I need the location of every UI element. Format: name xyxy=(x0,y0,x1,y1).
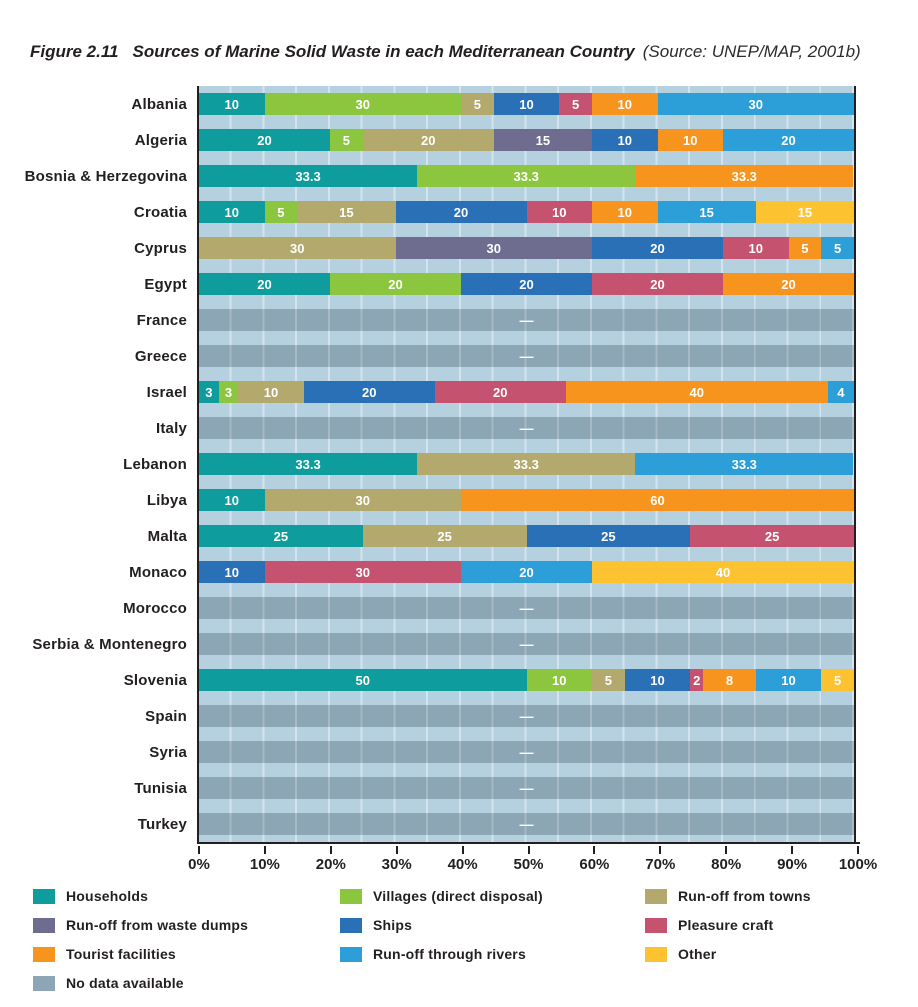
country-label: Italy xyxy=(155,419,187,437)
country-label: Monaco xyxy=(129,563,187,581)
segment-value: 8 xyxy=(725,672,734,688)
ships-segment xyxy=(461,273,592,295)
axis-tick-label: 0% xyxy=(188,856,210,873)
stacked-bar xyxy=(199,165,854,187)
axis-tick xyxy=(330,846,332,854)
rivers-swatch xyxy=(340,947,362,962)
ships-swatch xyxy=(340,918,362,933)
axis-tick-label: 100% xyxy=(838,856,878,873)
bar-track xyxy=(197,374,856,410)
segment-value: 20 xyxy=(362,384,377,400)
axis-tick xyxy=(264,846,266,854)
stacked-bar xyxy=(199,381,854,403)
bar-track xyxy=(197,482,856,518)
dumps-swatch xyxy=(33,918,55,933)
country-row xyxy=(0,446,918,482)
towns-segment xyxy=(417,453,635,475)
pleasure-segment xyxy=(527,201,593,223)
bar-track xyxy=(197,338,856,374)
segment-value: 20 xyxy=(650,276,665,292)
nodata-swatch xyxy=(33,976,55,991)
segment-value: 10 xyxy=(650,672,665,688)
bar-track xyxy=(197,446,856,482)
other-segment xyxy=(592,561,854,583)
country-label: France xyxy=(136,311,187,329)
axis-tick-label: 50% xyxy=(513,856,544,873)
segment-value: 10 xyxy=(519,96,534,112)
other-swatch xyxy=(645,947,667,962)
segment-value: 10 xyxy=(224,492,239,508)
households-segment xyxy=(199,201,265,223)
pleasure-segment xyxy=(690,669,703,691)
bar-track xyxy=(197,158,856,194)
country-row xyxy=(0,626,918,662)
legend-item xyxy=(340,917,645,933)
bar-track xyxy=(197,770,856,806)
dumps-segment xyxy=(494,129,592,151)
tourist-segment xyxy=(461,489,854,511)
bar-track xyxy=(197,194,856,230)
villages-swatch xyxy=(340,889,362,904)
segment-value: 5 xyxy=(801,240,809,256)
axis-tick xyxy=(528,846,530,854)
segment-value: 30 xyxy=(486,240,501,256)
country-label: Turkey xyxy=(137,815,187,833)
rivers-segment xyxy=(461,561,592,583)
tourist-segment xyxy=(723,273,854,295)
legend-item xyxy=(645,888,918,904)
segment-value: 30 xyxy=(355,564,370,580)
segment-value: 40 xyxy=(715,564,731,580)
no-data-bar xyxy=(199,741,854,763)
country-row xyxy=(0,734,918,770)
segment-value: 15 xyxy=(339,204,354,220)
stacked-bar xyxy=(199,273,854,295)
country-label: Morocco xyxy=(123,599,187,617)
rivers-segment xyxy=(828,381,854,403)
towns-segment xyxy=(592,669,625,691)
segment-value: 20 xyxy=(781,132,796,148)
segment-value: 3 xyxy=(224,384,233,400)
towns-segment xyxy=(461,93,494,115)
towns-segment xyxy=(199,237,396,259)
axis-tick xyxy=(857,846,859,854)
villages-segment xyxy=(219,381,239,403)
stacked-bar xyxy=(199,669,854,691)
segment-value: 10 xyxy=(781,672,796,688)
segment-value: 10 xyxy=(224,204,239,220)
ships-segment xyxy=(592,129,658,151)
country-row xyxy=(0,662,918,698)
households-segment xyxy=(199,669,527,691)
country-label: Malta xyxy=(147,527,187,545)
pleasure-segment xyxy=(723,237,789,259)
rivers-segment xyxy=(821,237,854,259)
stacked-bar xyxy=(199,129,854,151)
country-label: Spain xyxy=(145,707,187,725)
households-segment xyxy=(199,525,363,547)
legend-item xyxy=(645,917,918,933)
bar-track xyxy=(197,554,856,590)
segment-value: 10 xyxy=(224,96,239,112)
axis-tick xyxy=(593,846,595,854)
dumps-segment xyxy=(396,237,593,259)
no-data-marker: — xyxy=(519,348,534,364)
towns-segment xyxy=(363,525,527,547)
axis-tick xyxy=(462,846,464,854)
bar-track xyxy=(197,698,856,734)
country-row xyxy=(0,806,918,842)
villages-segment xyxy=(330,273,461,295)
other-segment xyxy=(756,201,854,223)
bar-track xyxy=(197,230,856,266)
axis-tick-label: 70% xyxy=(645,856,676,873)
stacked-bar xyxy=(199,525,854,547)
country-label: Bosnia & Herzegovina xyxy=(24,167,187,185)
country-row xyxy=(0,158,918,194)
rivers-segment xyxy=(635,453,853,475)
segment-value: 50 xyxy=(355,672,370,688)
legend-label: Run-off from waste dumps xyxy=(66,917,249,933)
legend xyxy=(33,888,918,991)
ships-segment xyxy=(494,93,560,115)
segment-value: 10 xyxy=(617,132,632,148)
segment-value: 2 xyxy=(693,672,701,688)
segment-value: 33.3 xyxy=(295,456,321,472)
legend-label: No data available xyxy=(66,975,184,991)
legend-item xyxy=(645,946,918,962)
rivers-segment xyxy=(756,669,822,691)
segment-value: 5 xyxy=(834,240,842,256)
segment-value: 10 xyxy=(748,240,763,256)
bar-track xyxy=(197,590,856,626)
bar-track xyxy=(197,410,856,446)
tourist-segment xyxy=(566,381,828,403)
legend-label: Run-off from towns xyxy=(678,888,811,904)
country-row xyxy=(0,230,918,266)
country-row xyxy=(0,590,918,626)
legend-item xyxy=(33,975,340,991)
no-data-bar xyxy=(199,777,854,799)
country-label: Algeria xyxy=(134,131,187,149)
axis-tick xyxy=(725,846,727,854)
legend-item xyxy=(33,946,340,962)
bar-track xyxy=(197,302,856,338)
segment-value: 5 xyxy=(604,672,612,688)
axis-tick xyxy=(198,846,200,854)
axis-tick xyxy=(791,846,793,854)
segment-value: 10 xyxy=(683,132,698,148)
bar-track xyxy=(197,518,856,554)
segment-value: 40 xyxy=(689,384,705,400)
segment-value: 33.3 xyxy=(295,168,321,184)
no-data-marker: — xyxy=(519,420,534,436)
figure-source: (Source: UNEP/MAP, 2001b) xyxy=(642,42,861,61)
no-data-bar xyxy=(199,813,854,835)
rivers-segment xyxy=(658,93,855,115)
households-segment xyxy=(199,93,265,115)
tourist-segment xyxy=(592,93,658,115)
segment-value: 20 xyxy=(519,276,534,292)
segment-value: 20 xyxy=(388,276,403,292)
country-row xyxy=(0,554,918,590)
no-data-bar xyxy=(199,417,854,439)
stacked-bar xyxy=(199,237,854,259)
rivers-segment xyxy=(658,201,756,223)
segment-value: 20 xyxy=(650,240,665,256)
country-label: Lebanon xyxy=(123,455,187,473)
segment-value: 30 xyxy=(355,492,370,508)
stacked-bar xyxy=(199,561,854,583)
segment-value: 60 xyxy=(650,492,665,508)
stacked-bar xyxy=(199,453,854,475)
legend-label: Pleasure craft xyxy=(678,917,774,933)
legend-label: Ships xyxy=(373,917,413,933)
towns-segment xyxy=(238,381,304,403)
axis-tick-label: 90% xyxy=(777,856,808,873)
country-row xyxy=(0,482,918,518)
segment-value: 5 xyxy=(833,672,842,688)
towns-segment xyxy=(363,129,494,151)
stacked-bar xyxy=(199,93,854,115)
legend-item xyxy=(33,917,340,933)
segment-value: 5 xyxy=(277,204,285,220)
households-segment xyxy=(199,489,265,511)
legend-label: Other xyxy=(678,946,717,962)
country-label: Tunisia xyxy=(134,779,187,797)
country-label: Egypt xyxy=(144,275,187,293)
ships-segment xyxy=(527,525,691,547)
segment-value: 20 xyxy=(453,204,469,220)
axis-tick-label: 80% xyxy=(711,856,742,873)
ships-segment xyxy=(592,237,723,259)
segment-value: 30 xyxy=(355,96,370,112)
figure-title xyxy=(30,42,890,62)
legend-item xyxy=(340,888,645,904)
no-data-marker: — xyxy=(519,312,534,328)
segment-value: 25 xyxy=(764,528,780,544)
country-row xyxy=(0,122,918,158)
segment-value: 10 xyxy=(552,672,567,688)
no-data-marker: — xyxy=(519,744,534,760)
ships-segment xyxy=(304,381,435,403)
no-data-marker: — xyxy=(519,780,534,796)
tourist-segment xyxy=(592,201,658,223)
country-row xyxy=(0,698,918,734)
no-data-bar xyxy=(199,597,854,619)
segment-value: 10 xyxy=(224,564,239,580)
axis-tick xyxy=(659,846,661,854)
stacked-bar-chart xyxy=(0,86,918,878)
x-axis xyxy=(188,844,878,878)
segment-value: 5 xyxy=(473,96,481,112)
tourist-segment xyxy=(789,237,822,259)
towns-segment xyxy=(265,489,462,511)
segment-value: 33.3 xyxy=(731,168,757,184)
country-row xyxy=(0,410,918,446)
pleasure-swatch xyxy=(645,918,667,933)
country-label: Greece xyxy=(134,347,187,365)
segment-value: 3 xyxy=(205,384,213,400)
country-label: Albania xyxy=(131,95,187,113)
axis-tick-label: 40% xyxy=(447,856,478,873)
country-label: Libya xyxy=(146,491,187,509)
segment-value: 33.3 xyxy=(513,456,539,472)
segment-value: 15 xyxy=(699,204,714,220)
pleasure-segment xyxy=(559,93,592,115)
no-data-marker: — xyxy=(519,816,534,832)
country-label: Croatia xyxy=(133,203,187,221)
bar-track xyxy=(197,626,856,662)
segment-value: 20 xyxy=(257,132,272,148)
segment-value: 33.3 xyxy=(513,168,539,184)
pleasure-segment xyxy=(592,273,723,295)
country-row xyxy=(0,770,918,806)
stacked-bar xyxy=(199,201,854,223)
no-data-marker: — xyxy=(519,636,534,652)
tourist-segment xyxy=(703,669,755,691)
country-label: Slovenia xyxy=(123,671,187,689)
bar-track xyxy=(197,122,856,158)
country-row xyxy=(0,194,918,230)
villages-segment xyxy=(265,93,462,115)
segment-value: 20 xyxy=(519,564,534,580)
households-segment xyxy=(199,453,417,475)
pleasure-segment xyxy=(690,525,854,547)
country-row xyxy=(0,302,918,338)
segment-value: 25 xyxy=(437,528,452,544)
axis-tick-label: 10% xyxy=(249,856,280,873)
legend-label: Villages (direct disposal) xyxy=(373,888,543,904)
segment-value: 30 xyxy=(748,96,763,112)
households-segment xyxy=(199,273,330,295)
segment-value: 25 xyxy=(601,528,616,544)
segment-value: 10 xyxy=(617,204,632,220)
no-data-bar xyxy=(199,345,854,367)
figure-number: Figure 2.11 xyxy=(30,42,119,61)
tourist-swatch xyxy=(33,947,55,962)
country-row xyxy=(0,266,918,302)
bar-track xyxy=(197,806,856,842)
households-swatch xyxy=(33,889,55,904)
bar-track xyxy=(197,662,856,698)
segment-value: 5 xyxy=(342,132,350,148)
legend-item xyxy=(33,888,340,904)
rivers-segment xyxy=(723,129,854,151)
pleasure-segment xyxy=(435,381,566,403)
country-row xyxy=(0,338,918,374)
pleasure-segment xyxy=(265,561,462,583)
segment-value: 25 xyxy=(273,528,289,544)
no-data-bar xyxy=(199,309,854,331)
axis-tick-label: 30% xyxy=(381,856,412,873)
country-label: Cyprus xyxy=(134,239,187,257)
segment-value: 20 xyxy=(781,276,796,292)
no-data-marker: — xyxy=(519,600,534,616)
towns-swatch xyxy=(645,889,667,904)
country-label: Serbia & Montenegro xyxy=(32,635,187,653)
villages-segment xyxy=(265,201,298,223)
figure-caption: Sources of Marine Solid Waste in each Mediterranean Country xyxy=(132,42,635,61)
villages-segment xyxy=(330,129,363,151)
no-data-marker: — xyxy=(519,708,534,724)
segment-value: 20 xyxy=(493,384,508,400)
ships-segment xyxy=(625,669,691,691)
segment-value: 10 xyxy=(263,384,279,400)
tourist-segment xyxy=(635,165,853,187)
other-segment xyxy=(821,669,854,691)
country-row xyxy=(0,374,918,410)
legend-item xyxy=(340,946,645,962)
segment-value: 4 xyxy=(837,384,845,400)
chart-rows xyxy=(0,86,918,842)
bar-track xyxy=(197,86,856,122)
segment-value: 15 xyxy=(797,204,813,220)
no-data-bar xyxy=(199,705,854,727)
bar-track xyxy=(197,266,856,302)
no-data-bar xyxy=(199,633,854,655)
stacked-bar xyxy=(199,489,854,511)
bar-track xyxy=(197,734,856,770)
legend-label: Run-off through rivers xyxy=(373,946,526,962)
country-row xyxy=(0,86,918,122)
segment-value: 20 xyxy=(257,276,272,292)
ships-segment xyxy=(396,201,527,223)
segment-value: 15 xyxy=(535,132,551,148)
segment-value: 33.3 xyxy=(731,456,757,472)
legend-label: Tourist facilities xyxy=(66,946,176,962)
villages-segment xyxy=(527,669,593,691)
ships-segment xyxy=(199,561,265,583)
segment-value: 30 xyxy=(290,240,305,256)
country-label: Israel xyxy=(146,383,187,401)
segment-value: 5 xyxy=(572,96,580,112)
households-segment xyxy=(199,129,330,151)
country-row xyxy=(0,518,918,554)
segment-value: 20 xyxy=(421,132,436,148)
villages-segment xyxy=(417,165,635,187)
tourist-segment xyxy=(658,129,724,151)
segment-value: 10 xyxy=(552,204,567,220)
country-label: Syria xyxy=(149,743,187,761)
axis-tick xyxy=(396,846,398,854)
households-segment xyxy=(199,165,417,187)
legend-label: Households xyxy=(66,888,149,904)
households-segment xyxy=(199,381,219,403)
segment-value: 10 xyxy=(617,96,632,112)
axis-tick-label: 20% xyxy=(315,856,346,873)
towns-segment xyxy=(297,201,395,223)
axis-tick-label: 60% xyxy=(579,856,610,873)
